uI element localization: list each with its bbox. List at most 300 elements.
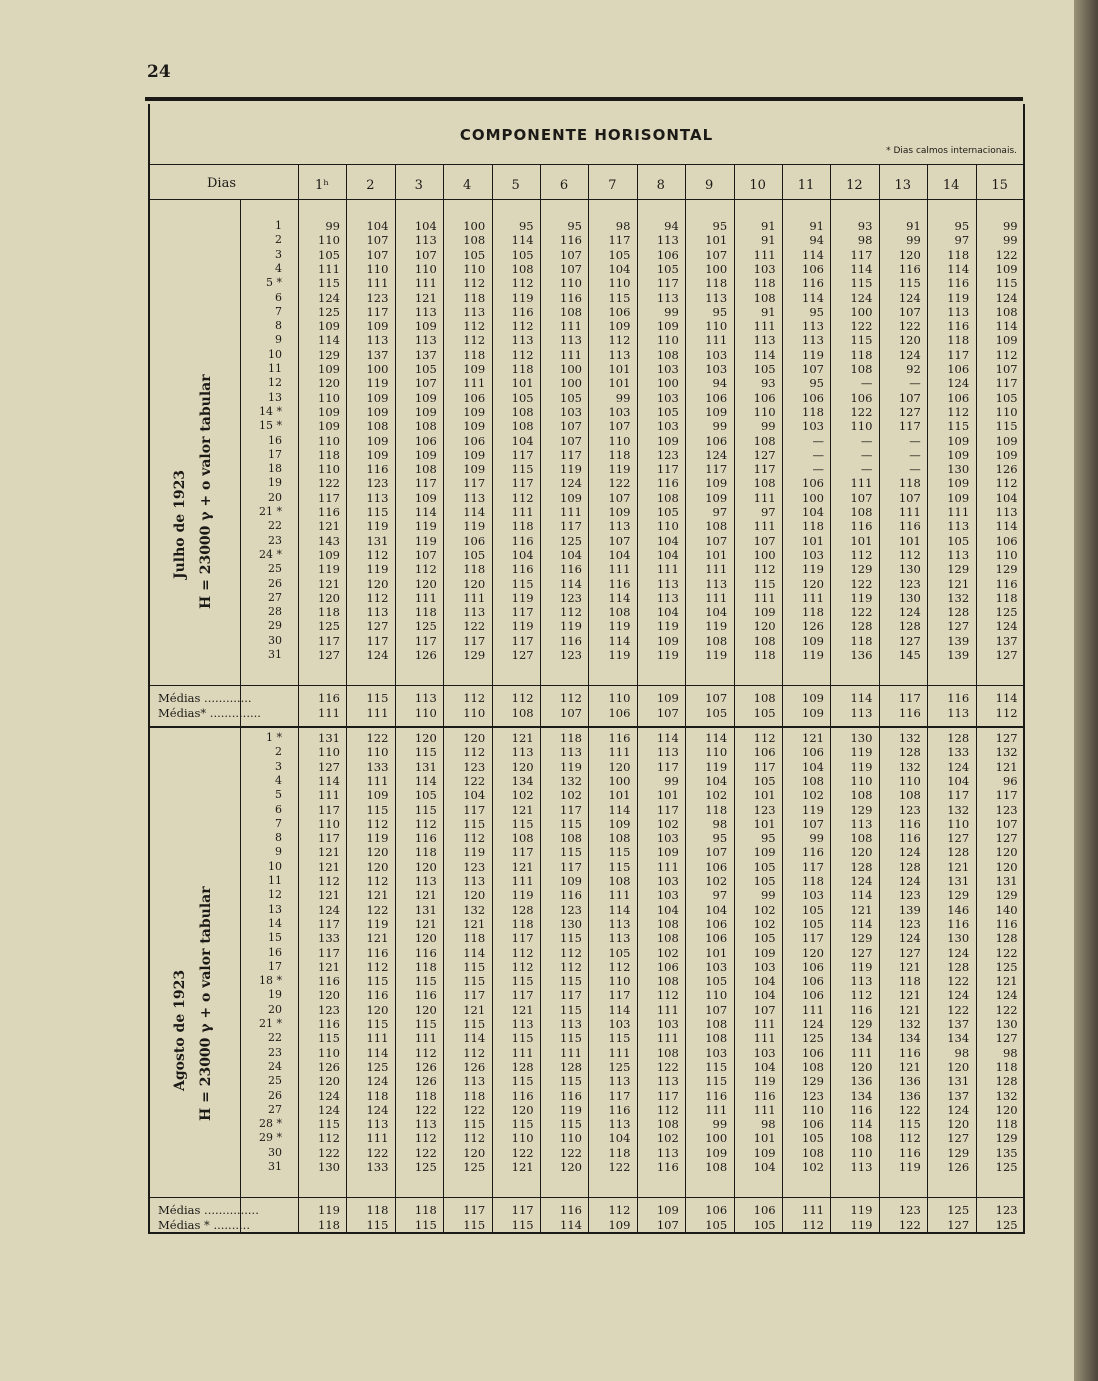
table-cell: 104	[753, 988, 776, 1003]
table-cell: 114	[995, 319, 1018, 334]
table-cell: 106	[705, 390, 728, 405]
table-cell: 107	[995, 362, 1018, 376]
table-cell: 130	[560, 916, 582, 931]
table-cell: 112	[463, 1131, 486, 1146]
table-cell: 114	[850, 261, 873, 276]
table-cell: 113	[656, 290, 679, 305]
medias-cell: 119	[318, 1203, 340, 1218]
medias-cell: 123	[898, 1203, 921, 1218]
hour-header-12: 12	[846, 178, 863, 193]
table-cell: 109	[318, 419, 340, 434]
table-cell: 123	[753, 802, 776, 817]
table-cell: 120	[511, 1102, 534, 1117]
table-cell: 101	[802, 533, 824, 548]
table-cell: 118	[753, 276, 776, 291]
table-cell: 110	[560, 1131, 582, 1146]
table-cell: 122	[995, 247, 1018, 262]
table-cell: 119	[802, 347, 824, 362]
table-cell: 123	[318, 1002, 340, 1017]
table-cell: 117	[898, 419, 921, 434]
day-label: 3	[275, 247, 282, 261]
medias-star-cell: 113	[850, 705, 873, 720]
table-cell: 110	[656, 519, 679, 534]
table-cell: 120	[414, 931, 437, 946]
table-cell: 111	[608, 888, 631, 903]
table-cell: 109	[366, 319, 389, 334]
table-cell: 108	[705, 1017, 728, 1031]
medias-star-cell: 122	[898, 1217, 921, 1232]
table-cell: 111	[366, 1131, 389, 1146]
table-cell: 116	[414, 945, 437, 960]
table-cell: 119	[802, 802, 824, 817]
table-cell: 117	[802, 931, 824, 946]
table-cell: 124	[318, 290, 340, 305]
table-cell: 113	[414, 333, 437, 348]
table-cell: 120	[995, 1102, 1018, 1117]
table-cell: 114	[463, 505, 486, 519]
table-cell: 128	[947, 959, 970, 974]
hour-header-5: 5	[511, 178, 520, 193]
table-cell: 100	[656, 376, 679, 391]
table-cell: 119	[656, 619, 679, 634]
table-cell: 106	[802, 745, 824, 760]
table-cell: 105	[463, 547, 486, 562]
table-cell: 111	[753, 519, 776, 534]
table-cell: 132	[995, 745, 1018, 760]
medias-cell: 115	[366, 691, 389, 706]
table-cell: 113	[656, 590, 679, 605]
table-cell: 120	[995, 845, 1018, 860]
day-label: 18 *	[259, 974, 282, 988]
medias-star-cell: 115	[463, 1217, 486, 1232]
table-cell: 139	[898, 902, 921, 917]
table-cell: 116	[414, 831, 437, 846]
table-cell: 118	[414, 845, 437, 860]
table-cell: 120	[318, 376, 340, 391]
table-cell: 113	[366, 1117, 389, 1132]
table-cell: 132	[947, 590, 970, 605]
table-cell: 108	[511, 404, 534, 419]
table-cell: 110	[366, 745, 389, 760]
table-cell: 121	[414, 290, 437, 305]
table-cell: 114	[414, 773, 437, 788]
table-cell: 116	[511, 304, 534, 319]
table-cell: 103	[656, 888, 679, 903]
table-cell: 118	[947, 333, 970, 348]
table-cell: 124	[898, 845, 921, 860]
day-label: 2	[275, 233, 282, 247]
table-cell: 110	[753, 404, 776, 419]
table-cell: 111	[414, 1031, 437, 1046]
table-cell: 113	[753, 333, 776, 348]
table-cell: 118	[850, 347, 873, 362]
table-cell: 106	[802, 959, 824, 974]
table-cell: 118	[366, 1088, 389, 1103]
day-label: 20	[268, 1002, 282, 1016]
table-cell: 121	[898, 959, 921, 974]
table-cell: 100	[366, 362, 389, 376]
table-cell: 106	[656, 959, 679, 974]
table-cell: 116	[608, 1102, 631, 1117]
table-cell: 114	[560, 576, 582, 591]
table-cell: 117	[366, 304, 389, 319]
column-divider	[1024, 164, 1025, 1232]
table-cell: 103	[560, 404, 582, 419]
table-cell: 102	[560, 788, 582, 803]
table-cell: 109	[463, 447, 486, 462]
table-cell: 108	[511, 831, 534, 846]
day-label: 27	[268, 590, 282, 604]
table-cell: 121	[511, 731, 534, 745]
table-cell: 110	[656, 333, 679, 348]
table-cell: 134	[947, 1031, 970, 1046]
table-cell: 98	[615, 219, 631, 233]
table-cell: 111	[560, 319, 582, 334]
table-cell: 111	[511, 874, 534, 888]
table-cell: 113	[656, 745, 679, 760]
table-cell: 103	[656, 390, 679, 405]
table-cell: 113	[511, 1017, 534, 1031]
table-cell: 120	[898, 247, 921, 262]
table-cell: 105	[656, 261, 679, 276]
table-cell: 123	[560, 648, 582, 662]
day-label: 15 *	[259, 419, 282, 433]
table-cell: 122	[850, 404, 873, 419]
table-cell: 104	[995, 490, 1018, 505]
table-cell: 116	[898, 519, 921, 534]
table-cell: 110	[318, 390, 340, 405]
table-cell: 108	[705, 519, 728, 534]
table-cell: 115	[318, 276, 340, 291]
day-label: 10	[268, 347, 282, 361]
table-cell: 115	[560, 845, 582, 860]
table-cell: 104	[656, 547, 679, 562]
table-cell: 116	[366, 988, 389, 1003]
table-cell: 106	[995, 533, 1018, 548]
table-cell: 110	[802, 1102, 824, 1117]
table-cell: 103	[656, 419, 679, 434]
day-label: 10	[268, 859, 282, 873]
table-cell: 127	[995, 648, 1018, 662]
medias-cell: 109	[656, 691, 679, 706]
table-cell: 121	[947, 859, 970, 874]
table-cell: 111	[656, 859, 679, 874]
table-cell: 117	[318, 633, 340, 648]
table-cell: 112	[366, 547, 389, 562]
table-cell: 107	[705, 247, 728, 262]
table-cell: 131	[947, 874, 970, 888]
table-cell: 109	[705, 490, 728, 505]
day-label: 25	[268, 562, 282, 576]
table-cell: 115	[366, 974, 389, 989]
table-cell: 114	[608, 633, 631, 648]
table-cell: 143	[318, 533, 340, 548]
table-cell: 101	[656, 788, 679, 803]
table-cell: 115	[898, 276, 921, 291]
table-cell: 127	[366, 619, 389, 634]
table-cell: 113	[802, 319, 824, 334]
table-cell: 122	[366, 1145, 389, 1160]
table-cell: 103	[705, 959, 728, 974]
table-cell: 112	[898, 1131, 921, 1146]
table-cell: 118	[753, 648, 776, 662]
medias-star-cell: 115	[511, 1217, 534, 1232]
table-cell: 104	[656, 533, 679, 548]
calm-days-note: * Dias calmos internacionais.	[886, 146, 1017, 156]
table-cell: 117	[511, 476, 534, 491]
table-cell: 114	[511, 233, 534, 248]
table-cell: 112	[511, 276, 534, 291]
table-cell: 124	[995, 988, 1018, 1003]
table-cell: 115	[511, 1074, 534, 1089]
column-divider	[976, 164, 977, 1232]
table-cell: 114	[802, 247, 824, 262]
table-cell: 110	[705, 745, 728, 760]
table-cell: 115	[366, 802, 389, 817]
table-cell: 107	[850, 490, 873, 505]
column-divider	[346, 164, 347, 1232]
table-cell: 125	[995, 959, 1018, 974]
table-cell: 91	[906, 219, 921, 233]
table-cell: 117	[947, 788, 970, 803]
table-cell: 121	[318, 888, 340, 903]
medias-star-cell: 105	[705, 1217, 728, 1232]
table-cell: 106	[608, 304, 631, 319]
table-cell: 111	[850, 476, 873, 491]
table-cell: 115	[995, 276, 1018, 291]
medias-star-cell: 107	[656, 705, 679, 720]
table-cell: 106	[463, 533, 486, 548]
table-cell: 108	[753, 476, 776, 491]
table-cell: 109	[656, 319, 679, 334]
table-cell: 122	[463, 773, 486, 788]
table-cell: 122	[414, 1145, 437, 1160]
day-label: 16	[268, 945, 282, 959]
table-cell: 122	[608, 1160, 631, 1174]
medias-cell: 107	[705, 691, 728, 706]
table-cell: 112	[560, 605, 582, 620]
medias-star-cell: 105	[753, 705, 776, 720]
table-cell: 111	[705, 562, 728, 577]
table-cell: 105	[753, 931, 776, 946]
table-cell: 112	[463, 745, 486, 760]
table-cell: 119	[511, 590, 534, 605]
table-cell: 121	[414, 916, 437, 931]
table-cell: 114	[318, 333, 340, 348]
table-cell: 114	[366, 1045, 389, 1060]
table-cell: 127	[898, 633, 921, 648]
table-cell: 107	[705, 1002, 728, 1017]
table-cell: 109	[318, 362, 340, 376]
table-cell: 118	[318, 605, 340, 620]
table-cell: 119	[366, 562, 389, 577]
table-cell: 115	[318, 1117, 340, 1132]
medias-label: Médias .............	[158, 691, 252, 706]
table-cell: 125	[995, 1160, 1018, 1174]
table-cell: 116	[850, 519, 873, 534]
table-cell: 109	[463, 419, 486, 434]
table-cell: 114	[705, 731, 728, 745]
column-divider	[637, 164, 638, 1232]
table-cell: 106	[705, 931, 728, 946]
table-cell: 124	[995, 290, 1018, 305]
table-cell: 107	[560, 433, 582, 448]
table-cell: 113	[608, 1117, 631, 1132]
table-title: COMPONENTE HORISONTAL	[459, 126, 714, 144]
table-cell: 108	[995, 304, 1018, 319]
table-cell: 108	[656, 490, 679, 505]
table-cell: 112	[656, 988, 679, 1003]
table-cell: 101	[608, 788, 631, 803]
table-cell: 108	[414, 419, 437, 434]
table-cell: 99	[760, 419, 776, 434]
table-cell: 125	[995, 605, 1018, 620]
hour-header-14: 14	[942, 178, 960, 193]
medias-cell: 108	[753, 691, 776, 706]
table-cell: 120	[366, 859, 389, 874]
table-cell: 111	[898, 505, 921, 519]
table-cell: 130	[850, 731, 873, 745]
table-cell: 106	[802, 1117, 824, 1132]
table-cell: 108	[511, 419, 534, 434]
table-cell: 111	[656, 1031, 679, 1046]
table-cell: 119	[366, 519, 389, 534]
table-cell: 117	[366, 633, 389, 648]
table-cell: 112	[366, 816, 389, 831]
table-cell: 103	[802, 547, 824, 562]
table-cell: 120	[414, 576, 437, 591]
table-cell: 129	[995, 888, 1018, 903]
table-cell: 121	[366, 931, 389, 946]
table-cell: 116	[656, 1160, 679, 1174]
table-cell: 92	[906, 362, 921, 376]
medias-cell: 117	[898, 691, 921, 706]
table-cell: 119	[414, 533, 437, 548]
table-cell: 117	[608, 233, 631, 248]
table-cell: 111	[753, 490, 776, 505]
table-cell: 128	[898, 619, 921, 634]
table-cell: 109	[414, 404, 437, 419]
day-label: 6	[275, 290, 282, 304]
table-cell: 113	[560, 1017, 582, 1031]
medias-star-label: Médias* ..............	[158, 705, 261, 720]
table-cell: 104	[705, 902, 728, 917]
table-cell: 98	[760, 1117, 776, 1132]
table-cell: 123	[656, 447, 679, 462]
day-label: 12	[268, 888, 282, 902]
table-cell: 111	[850, 1045, 873, 1060]
day-label: 2	[275, 745, 282, 759]
table-cell: 131	[947, 1074, 970, 1089]
table-cell: 112	[898, 547, 921, 562]
table-cell: 112	[850, 547, 873, 562]
medias-cell: 114	[995, 691, 1018, 706]
table-cell: 137	[947, 1017, 970, 1031]
table-cell: 110	[608, 433, 631, 448]
table-cell: 95	[809, 304, 824, 319]
table-cell: 106	[947, 362, 970, 376]
table-cell: 101	[705, 547, 728, 562]
table-cell: 106	[802, 1045, 824, 1060]
table-cell: 123	[802, 1088, 824, 1103]
day-label: 26	[268, 576, 282, 590]
table-cell: 111	[753, 319, 776, 334]
table-cell: 111	[753, 247, 776, 262]
table-cell: 103	[753, 261, 776, 276]
table-cell: 116	[511, 533, 534, 548]
table-cell: 115	[608, 1031, 631, 1046]
table-cell: 112	[560, 945, 582, 960]
table-cell: 115	[560, 1074, 582, 1089]
medias-rule-top	[150, 1197, 1023, 1198]
day-label: 31	[268, 648, 282, 661]
table-cell: 123	[898, 802, 921, 817]
table-cell: 109	[414, 319, 437, 334]
table-cell: 116	[898, 816, 921, 831]
table-cell: 121	[511, 859, 534, 874]
table-cell: 117	[318, 831, 340, 846]
day-label: 6	[275, 802, 282, 816]
table-cell: 116	[995, 916, 1018, 931]
table-cell: 101	[753, 788, 776, 803]
table-cell: 118	[463, 562, 486, 577]
table-cell: 107	[366, 233, 389, 248]
table-cell: 113	[608, 519, 631, 534]
column-divider	[782, 164, 783, 1232]
column-divider	[588, 164, 589, 1232]
table-cell: 116	[947, 319, 970, 334]
table-cell: 117	[656, 1088, 679, 1103]
table-cell: 108	[414, 462, 437, 477]
table-cell: 111	[753, 1017, 776, 1031]
table-cell: 117	[511, 845, 534, 860]
column-divider	[492, 164, 493, 1232]
table-cell: 124	[947, 759, 970, 774]
day-label: 8	[275, 831, 282, 845]
day-label: 19	[268, 988, 282, 1002]
table-cell: 103	[656, 874, 679, 888]
table-cell: 113	[511, 745, 534, 760]
table-cell: 109	[705, 404, 728, 419]
table-cell: 110	[318, 462, 340, 477]
medias-star-cell: 109	[802, 705, 824, 720]
table-cell: 124	[318, 902, 340, 917]
table-cell: 122	[414, 1102, 437, 1117]
table-cell: 120	[560, 1160, 582, 1174]
table-cell: 116	[560, 633, 582, 648]
day-label: 28	[268, 605, 282, 619]
table-cell: 116	[608, 576, 631, 591]
table-cell: 117	[656, 759, 679, 774]
table-cell: 109	[947, 490, 970, 505]
table-cell: 105	[753, 859, 776, 874]
table-cell: 121	[414, 888, 437, 903]
day-label: 4	[275, 773, 282, 787]
table-cell: 106	[802, 974, 824, 989]
medias-rule-top	[150, 685, 1023, 686]
table-cell: 124	[850, 874, 873, 888]
table-cell: 95	[567, 219, 582, 233]
table-cell: 118	[995, 590, 1018, 605]
day-label: 1	[275, 219, 282, 232]
table-cell: 102	[802, 1160, 824, 1174]
medias-cell: 117	[463, 1203, 486, 1218]
table-cell: 115	[608, 845, 631, 860]
table-cell: 108	[850, 1131, 873, 1146]
table-cell: 112	[414, 1131, 437, 1146]
table-cell: 123	[995, 802, 1018, 817]
table-cell: 129	[802, 1074, 824, 1089]
